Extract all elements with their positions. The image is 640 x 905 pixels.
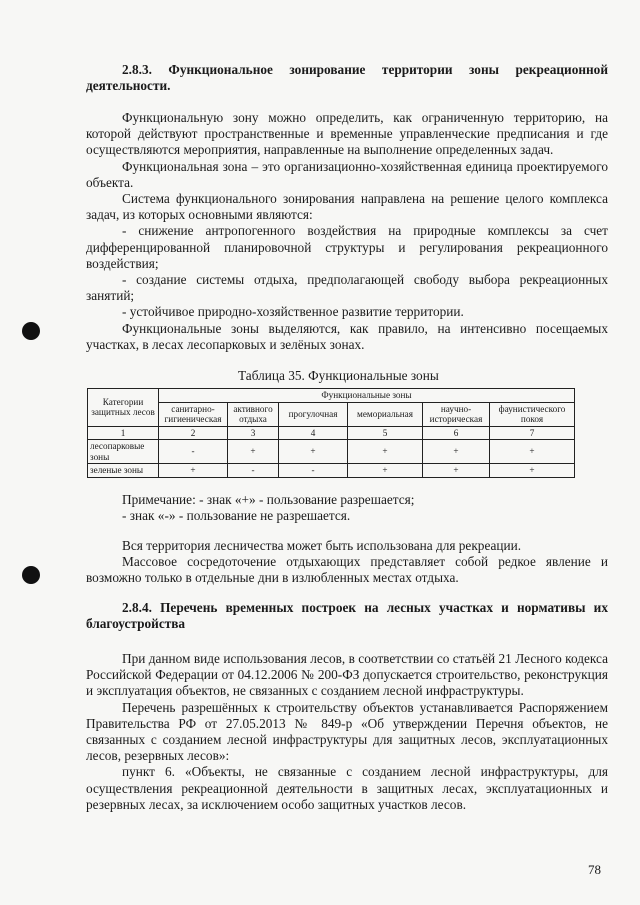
section-body (86, 538, 608, 587)
bullet-item: - снижение антропогенного воздействия на природные комплексы за счет дифференцированной планировочной структуры и регулирования рекреационного воздействия; (86, 223, 608, 271)
paragraph: Функциональные зоны выделяются, как правило, на интенсивно посещаемых участках, в лесах лесопарковых и зелёных зонах. (86, 320, 608, 352)
number-cell: 2 (159, 426, 228, 440)
section-title-text: 2.8.3. Функциональное зонирование территории зоны рекреационной деятельности. (86, 62, 608, 94)
table-cell: + (348, 464, 423, 478)
number-cell: 1 (88, 426, 159, 440)
table-note (86, 492, 608, 524)
paragraph: Система функционального зонирования направлена на решение целого комплекса задач, из которых основными являются: (86, 191, 608, 223)
paragraph: Вся территория лесничества может быть использована для рекреации. (122, 538, 522, 553)
table-cell: - (279, 464, 348, 478)
table-cell: + (490, 464, 575, 478)
table-cell: - (228, 464, 279, 478)
table-cell: + (348, 440, 423, 464)
zones-table (87, 388, 575, 478)
table-cell: + (490, 440, 575, 464)
column-header: прогулочная (279, 402, 348, 426)
column-header: активного отдыха (228, 402, 279, 426)
table-cell: + (159, 464, 228, 478)
table-row (88, 426, 575, 440)
table-cell: + (228, 440, 279, 464)
note-line: Примечание: - знак «+» - пользование разрешается; (122, 492, 415, 507)
note-line: - знак «-» - пользование не разрешается. (122, 508, 351, 524)
table-cell: - (159, 440, 228, 464)
number-cell: 7 (490, 426, 575, 440)
paragraph: Перечень разрешённых к строительству объектов устанавливается Распоряжением Правительства РФ от 27.05.2013 № 849-р «Об утверждении Перечня объектов, не связанных с созданием лесной инфраструктуры для защитных лесов, эксплуатационных лесов, резервных лесов»: (86, 699, 608, 764)
section-title (86, 600, 608, 632)
paragraph: При данном виде использования лесов, в соответствии со статьёй 21 Лесного кодекса Российской Федерации от 04.12.2006 № 200-ФЗ допускается строительство, реконструкция и эксплуатация объектов, не связанных с созданием лесной инфраструктуры. (86, 651, 608, 699)
number-cell: 4 (279, 426, 348, 440)
table-cell: + (279, 440, 348, 464)
row-label: лесопарковые зоны (88, 440, 159, 464)
column-header: фаунистического покоя (490, 402, 575, 426)
number-cell: 5 (348, 426, 423, 440)
bullet-item: - устойчивое природно-хозяйственное развитие территории. (122, 304, 464, 320)
bullet-item: - создание системы отдыха, предполагающей свободу выбора рекреационных занятий; (86, 272, 608, 304)
number-cell: 3 (228, 426, 279, 440)
table-row (88, 464, 575, 478)
table-caption: Таблица 35. Функциональные зоны (238, 368, 439, 383)
binder-hole (22, 322, 40, 340)
paragraph: Функциональную зону можно определить, как ограниченную территорию, на которой действуют пространственные и временные управленческие предписания и где осуществляются мероприятия, направленные на выполнение определенных задач. (86, 110, 608, 158)
row-label: зеленые зоны (88, 464, 159, 478)
section-title-text: 2.8.4. Перечень временных построек на лесных участках и нормативы их благоустройства (86, 600, 608, 632)
column-header: мемориальная (348, 402, 423, 426)
section-title (86, 62, 608, 94)
group-header: Функциональные зоны (159, 389, 575, 403)
paragraph: Массовое сосредоточение отдыхающих представляет собой редкое явление и возможно только в отдельные дни в излюбленных местах отдыха. (86, 554, 608, 586)
table-cell: + (423, 464, 490, 478)
number-cell: 6 (423, 426, 490, 440)
table-cell: + (423, 440, 490, 464)
column-header: научно-историческая (423, 402, 490, 426)
page-number: 78 (588, 862, 601, 877)
corner-header: Категории защитных лесов (88, 389, 159, 427)
table-row (88, 440, 575, 464)
paragraph: Функциональная зона – это организационно-хозяйственная единица проектируемого объекта. (86, 158, 608, 190)
binder-hole (22, 566, 40, 584)
section-body (86, 651, 608, 813)
paragraph: пункт 6. «Объекты, не связанные с созданием лесной инфраструктуры, для осуществления рекреационной деятельности в защитных лесах, эксплуатационных и резервных лесах, за исключением особо защитных участков лесов. (86, 764, 608, 812)
section-body (86, 110, 608, 353)
column-header: санитарно-гигиеническая (159, 402, 228, 426)
